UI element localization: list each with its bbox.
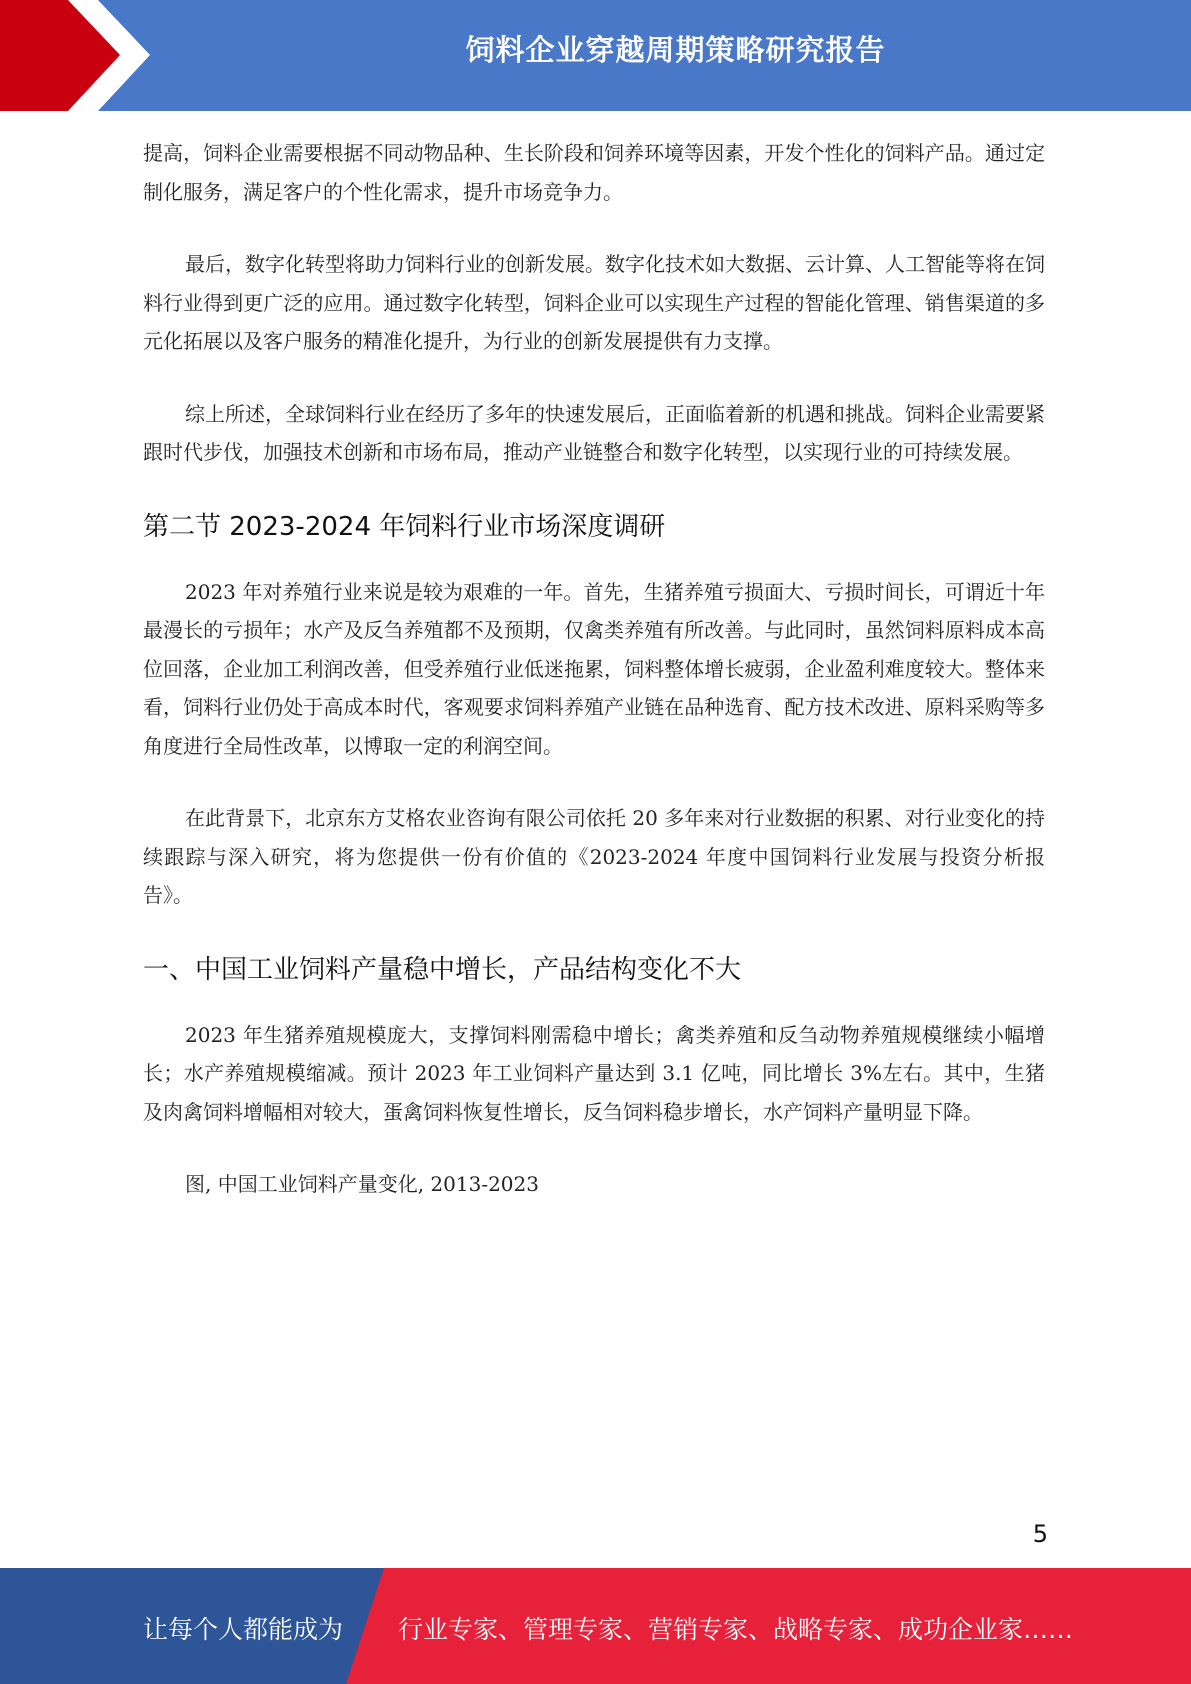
paragraph: 2023 年生猪养殖规模庞大，支撑饲料刚需稳中增长；禽类养殖和反刍动物养殖规模继续小幅增长；水产养殖规模缩减。预计 2023 年工业饲料产量达到 3.1 亿吨，同比增长 3%左右。其中，生猪及肉禽饲料增幅相对较大，蛋禽饲料恢复性增长，反刍饲料稳步增长，水产饲料产量明显下降。 [143,1022,1045,1124]
page-number: 5 [1032,1520,1048,1548]
paragraph: 在此背景下，北京东方艾格农业咨询有限公司依托 20 多年来对行业数据的积累、对行业变化的持续跟踪与深入研究，将为您提供一份有价值的《2023-2024 年度中国饲料行业发展与投资分析报告》。 [143,806,1045,907]
report-title: 饲料企业穿越周期策略研究报告 [465,33,886,67]
footer-slogan-left: 让每个人都能成为 [143,1615,344,1644]
section-heading: 第二节 2023-2024 年饲料行业市场深度调研 [143,511,666,542]
footer-slogan-right: 行业专家、管理专家、营销专家、战略专家、成功企业家…… [398,1615,1074,1644]
subsection-heading: 一、中国工业饲料产量稳中增长，产品结构变化不大 [143,954,742,985]
paragraph: 最后，数字化转型将助力饲料行业的创新发展。数字化技术如大数据、云计算、人工智能等将在饲料行业得到更广泛的应用。通过数字化转型，饲料企业可以实现生产过程的智能化管理、销售渠道的多元化拓展以及客户服务的精准化提升，为行业的创新发展提供有力支撑。 [143,252,1045,353]
paragraph: 2023 年对养殖行业来说是较为艰难的一年。首先，生猪养殖亏损面大、亏损时间长，可谓近十年最漫长的亏损年；水产及反刍养殖都不及预期，仅禽类养殖有所改善。与此同时，虽然饲料原料成本高位回落，企业加工利润改善，但受养殖行业低迷拖累，饲料整体增长疲弱，企业盈利难度较大。整体来看，饲料行业仍处于高成本时代，客观要求饲料养殖产业链在品种选育、配方技术改进、原料采购等多角度进行全局性改革，以博取一定的利润空间。 [143,579,1045,758]
page-content [143,134,1045,1203]
paragraph: 综上所述，全球饲料行业在经历了多年的快速发展后，正面临着新的机遇和挑战。饲料企业需要紧跟时代步伐，加强技术创新和市场布局，推动产业链整合和数字化转型，以实现行业的可持续发展。 [143,401,1045,464]
page-header [0,0,1191,111]
page-footer [0,1568,1191,1684]
figure-caption: 图, 中国工业饲料产量变化, 2013-2023 [185,1172,539,1196]
paragraph: 提高，饲料企业需要根据不同动物品种、生长阶段和饲养环境等因素，开发个性化的饲料产品。通过定制化服务，满足客户的个性化需求，提升市场竞争力。 [143,141,1045,204]
